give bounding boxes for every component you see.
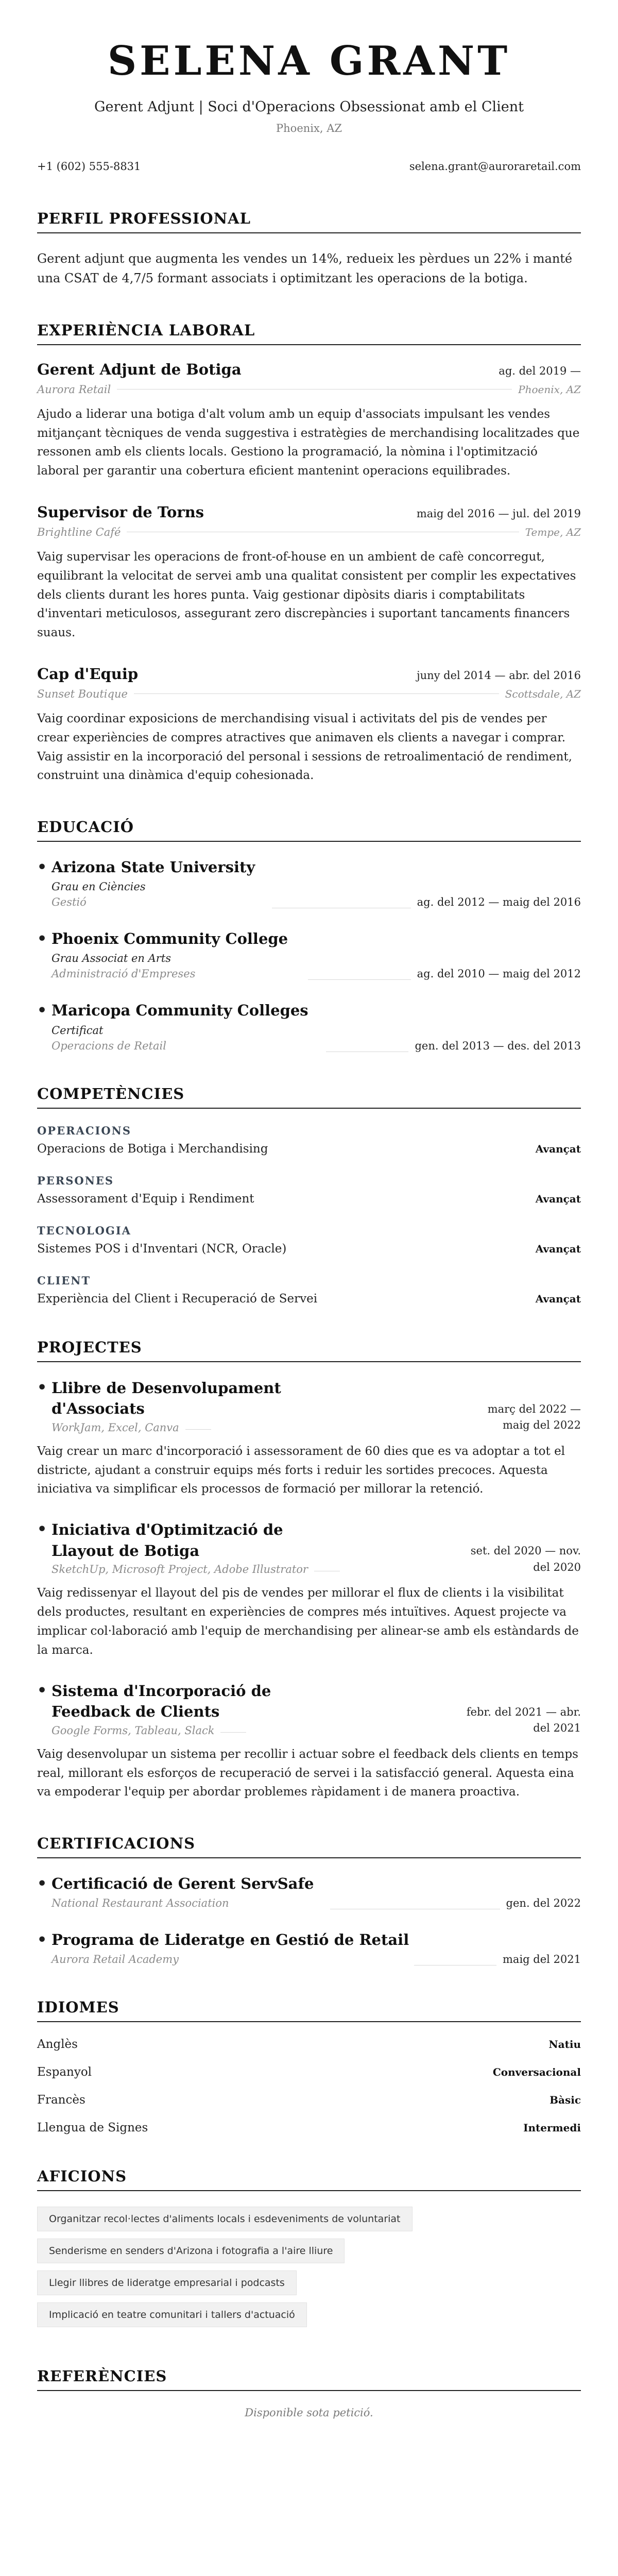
phone: +1 (602) 555-8831: [37, 160, 141, 173]
skill-group: [37, 1124, 581, 1156]
job-title: Cap d'Equip: [37, 665, 139, 683]
language-name: Anglès: [37, 2038, 78, 2052]
section-title: EXPERIÈNCIA LABORAL: [37, 321, 581, 345]
divider: [185, 1429, 211, 1430]
section-title: REFERÈNCIES: [37, 2367, 581, 2391]
project-dates: març del 2022 — maig del 2022: [487, 1402, 581, 1432]
interests-section: [37, 2167, 581, 2334]
language-name: Francès: [37, 2093, 85, 2107]
certification-title: Programa de Lideratge en Gestió de Retail: [52, 1931, 409, 1949]
company: Brightline Café: [37, 526, 121, 538]
email: selena.grant@auroraretail.com: [409, 160, 581, 173]
language-row: [37, 2121, 581, 2134]
job-dates: ag. del 2019 —: [499, 364, 581, 377]
language-row: [37, 2038, 581, 2051]
project-dates: febr. del 2021 — abr. del 2021: [466, 1705, 581, 1735]
job-entry: [37, 503, 581, 642]
field-of-study: Gestió: [52, 896, 87, 909]
section-title: EDUCACIÓ: [37, 818, 581, 842]
job-dates: maig del 2016 — jul. del 2019: [416, 507, 581, 520]
education-entry: [37, 857, 581, 908]
skill-level: Avançat: [535, 1192, 581, 1205]
section-title: PERFIL PROFESSIONAL: [37, 210, 581, 233]
certification-date: maig del 2021: [503, 1953, 581, 1966]
section-title: CERTIFICACIONS: [37, 1835, 581, 1858]
job-entry: [37, 361, 581, 481]
project-description: Vaig crear un marc d'incorporació i assessorament de 60 dies que es va adoptar a tot el districte, ajudant a construir equips més forts i reduir les sortides precoces. Aquesta iniciativa va simplificar els processos de formació per millorar la retenció.: [37, 1444, 565, 1496]
projects-section: [37, 1338, 581, 1802]
job-description: Vaig supervisar les operacions de front-of-house en un ambient de cafè concorregut, equilibrant la velocitat de servei amb una qualitat consistent per complir les expectatives dels clients durant les hores punta. Vaig gestionar dipòsits diaris i comptabilitats d'inventari meticulosos, assegurant zero discrepàncies i suportant tancaments financers suaus.: [37, 550, 576, 640]
job-description: Ajudo a liderar una botiga d'alt volum amb un equip d'associats impulsant les vendes mitjançant tècniques de venda suggestiva i estratègies de merchandising localitzades que ressonen amb els clients locals. Gestiono la programació, la nòmina i l'optimització laboral per garantir una cobertura eficient mantenint operacions equilibrades.: [37, 407, 580, 478]
project-tools: SketchUp, Microsoft Project, Adobe Illustrator: [52, 1563, 308, 1576]
headline: Gerent Adjunt | Soci d'Operacions Obsessionat amb el Client: [94, 99, 524, 115]
project-title: Llibre de Desenvolupament d'Associats: [52, 1379, 281, 1418]
interest-tags: [37, 2207, 581, 2334]
certification-date: gen. del 2022: [506, 1897, 581, 1910]
skill-name: Sistemes POS i d'Inventari (NCR, Oracle): [37, 1242, 287, 1256]
project-title: Iniciativa d'Optimització de Llayout de Botiga: [52, 1521, 283, 1560]
bullet-icon: •: [37, 858, 47, 877]
interest-tag: Organitzar recol·lectes d'aliments locals i esdeveniments de voluntariat: [37, 2207, 413, 2231]
job-title: Gerent Adjunt de Botiga: [37, 360, 242, 378]
education-dates: ag. del 2010 — maig del 2012: [417, 968, 581, 980]
skills-section: [37, 1085, 581, 1306]
skill-group: [37, 1274, 581, 1306]
project-description: Vaig desenvolupar un sistema per recollir i actuar sobre el feedback dels clients en temps real, millorant els esforços de recuperació de servei i la satisfacció general. Aquesta eina va empoderar l'equip per abordar problemes ràpidament i de manera proactiva.: [37, 1747, 578, 1799]
language-row: [37, 2093, 581, 2107]
school-name: Arizona State University: [52, 858, 255, 876]
project-dates: set. del 2020 — nov. del 2020: [470, 1545, 581, 1573]
certification-issuer: National Restaurant Association: [52, 1897, 229, 1910]
skill-category: TECNOLOGIA: [37, 1224, 131, 1237]
bullet-icon: •: [37, 1931, 47, 1950]
project-entry: [37, 1681, 581, 1802]
bullet-icon: •: [37, 1875, 47, 1893]
education-section: [37, 818, 581, 1052]
interest-tag: Implicació en teatre comunitari i tallers d'actuació: [37, 2302, 307, 2327]
field-of-study: Operacions de Retail: [52, 1039, 166, 1052]
skill-level: Avançat: [535, 1142, 581, 1155]
references-section: [37, 2367, 581, 2419]
certifications-section: [37, 1835, 581, 1965]
certification-entry: [37, 1874, 581, 1909]
project-tools: WorkJam, Excel, Canva: [52, 1421, 179, 1434]
project-tools: Google Forms, Tableau, Slack: [52, 1724, 215, 1737]
languages-section: [37, 1998, 581, 2134]
bullet-icon: •: [37, 1378, 47, 1397]
divider: [308, 979, 411, 980]
bullet-icon: •: [37, 1002, 47, 1020]
experience-section: [37, 321, 581, 785]
school-name: Maricopa Community Colleges: [52, 1002, 308, 1020]
job-location: Tempe, AZ: [525, 526, 581, 538]
section-title: AFICIONS: [37, 2167, 581, 2191]
field-of-study: Administració d'Empreses: [52, 968, 196, 980]
skill-category: CLIENT: [37, 1274, 91, 1287]
references-text: Disponible sota petició.: [245, 2406, 373, 2419]
project-entry: [37, 1378, 581, 1499]
job-title: Supervisor de Torns: [37, 503, 204, 521]
degree: Certificat: [52, 1024, 104, 1037]
job-description: Vaig coordinar exposicions de merchandising visual i activitats del pis de vendes per crear experiències de compres atractives que animaven els clients a navegar i comprar. Vaig assistir en la incorporació del personal i sessions de retroalimentació de rendiment, construint una dinàmica d'equip cohesionada.: [37, 711, 572, 783]
education-entry: [37, 1001, 581, 1052]
skill-category: OPERACIONS: [37, 1124, 132, 1137]
skill-group: [37, 1174, 581, 1206]
language-row: [37, 2065, 581, 2079]
certification-title: Certificació de Gerent ServSafe: [52, 1875, 314, 1893]
skill-name: Assessorament d'Equip i Rendiment: [37, 1192, 254, 1206]
skill-category: PERSONES: [37, 1174, 114, 1187]
candidate-name: SELENA GRANT: [107, 38, 511, 84]
certification-entry: [37, 1930, 581, 1965]
skill-name: Operacions de Botiga i Merchandising: [37, 1142, 268, 1156]
language-level: Bàsic: [550, 2094, 581, 2107]
certification-issuer: Aurora Retail Academy: [52, 1953, 179, 1966]
skill-level: Avançat: [535, 1242, 581, 1255]
summary-section: [37, 210, 581, 289]
education-entry: [37, 929, 581, 980]
language-name: Espanyol: [37, 2065, 92, 2079]
company: Sunset Boutique: [37, 687, 128, 700]
company: Aurora Retail: [37, 383, 111, 396]
section-title: COMPETÈNCIES: [37, 1085, 581, 1109]
project-entry: [37, 1519, 581, 1659]
divider: [134, 693, 499, 694]
interest-tag: Llegir llibres de lideratge empresarial i podcasts: [37, 2270, 297, 2295]
interest-tag: Senderisme en senders d'Arizona i fotografia a l'aire lliure: [37, 2239, 345, 2263]
section-title: IDIOMES: [37, 1998, 581, 2022]
degree: Grau en Ciències: [52, 880, 146, 893]
language-level: Conversacional: [492, 2066, 581, 2079]
education-dates: ag. del 2012 — maig del 2016: [417, 896, 581, 909]
language-level: Intermedi: [523, 2122, 581, 2134]
bullet-icon: •: [37, 930, 47, 948]
skill-level: Avançat: [535, 1292, 581, 1305]
project-title: Sistema d'Incorporació de Feedback de Clients: [52, 1682, 271, 1721]
school-name: Phoenix Community College: [52, 930, 288, 948]
language-level: Natiu: [548, 2038, 581, 2051]
job-entry: [37, 665, 581, 785]
section-title: PROJECTES: [37, 1338, 581, 1362]
contact-row: [37, 160, 581, 173]
language-name: Llengua de Signes: [37, 2121, 148, 2135]
summary-text: Gerent adjunt que augmenta les vendes un 14%, redueix les pèrdues un 22% i manté una CSAT de 4,7/5 formant associats i optimitzant les operacions de la botiga.: [37, 251, 573, 286]
job-location: Phoenix, AZ: [518, 383, 581, 396]
resume-header: [37, 38, 581, 173]
skill-group: [37, 1224, 581, 1256]
bullet-icon: •: [37, 1520, 47, 1539]
education-dates: gen. del 2013 — des. del 2013: [415, 1039, 581, 1052]
location: Phoenix, AZ: [276, 122, 342, 134]
degree: Grau Associat en Arts: [52, 952, 171, 965]
job-location: Scottsdale, AZ: [505, 687, 581, 700]
bullet-icon: •: [37, 1681, 47, 1700]
project-description: Vaig redissenyar el llayout del pis de vendes per millorar el flux de clients i la visibilitat dels productes, resultant en experiències de compres més intuïtives. Aquest projecte va implicar col·laboració amb l'equip de merchandising per alinear-se amb els estàndards de la marca.: [37, 1586, 579, 1657]
job-dates: juny del 2014 — abr. del 2016: [417, 669, 581, 682]
divider: [220, 1732, 246, 1733]
skill-name: Experiència del Client i Recuperació de Servei: [37, 1292, 318, 1306]
